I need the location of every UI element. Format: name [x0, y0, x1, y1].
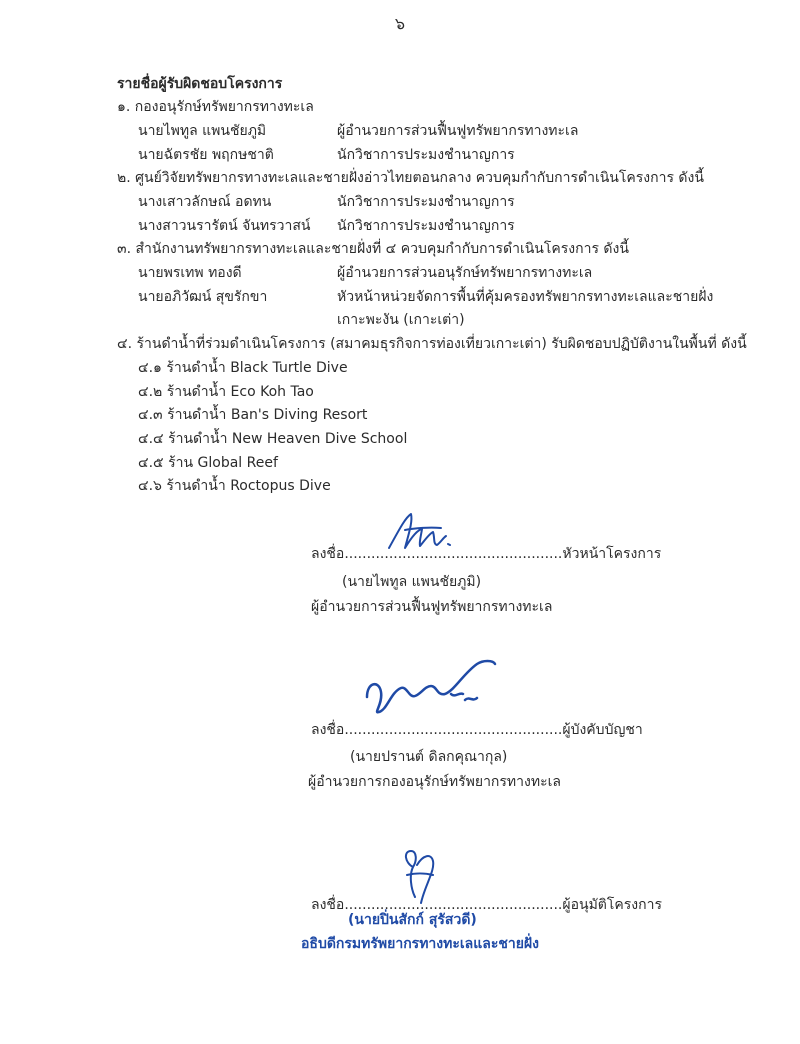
section-2-title: ๒. ศูนย์วิจัยทรัพยากรทางทะเลและชายฝั่งอ่าวไทยตอนกลาง ควบคุมกำกับการดำเนินโครงการ ดังนี้ [117, 170, 704, 186]
signer-position: ผู้อำนวยการส่วนฟื้นฟูทรัพยากรทางทะเล [311, 599, 553, 615]
signature-line: ลงชื่อ.................................................ผู้อนุมัติโครงการ [311, 897, 662, 913]
section-heading: รายชื่อผู้รับผิดชอบโครงการ [117, 76, 283, 92]
signer-name: (นายปรานต์ ดิลกคุณากุล) [350, 749, 508, 765]
dive-shop-item: ๔.๔ ร้านดำน้ำ New Heaven Dive School [138, 431, 408, 447]
signature-line: ลงชื่อ.................................................ผู้บังคับบัญชา [311, 722, 643, 738]
section-1-title: ๑. กองอนุรักษ์ทรัพยากรทางทะเล [117, 99, 314, 115]
signature-2 [355, 652, 505, 722]
signature-line: ลงชื่อ.................................................หัวหน้าโครงการ [311, 546, 662, 562]
person-name: นางสาวนรารัตน์ จันทรวาสน์ [138, 218, 311, 234]
person-role: ผู้อำนวยการส่วนฟื้นฟูทรัพยากรทางทะเล [337, 123, 579, 139]
person-name: นายอภิวัฒน์ สุขรักขา [138, 289, 268, 305]
person-role: ผู้อำนวยการส่วนอนุรักษ์ทรัพยากรทางทะเล [337, 265, 593, 281]
page-number: ๖ [394, 14, 406, 33]
person-role: นักวิชาการประมงชำนาญการ [337, 194, 515, 210]
dive-shop-item: ๔.๓ ร้านดำน้ำ Ban's Diving Resort [138, 407, 368, 423]
section-3-title: ๓. สำนักงานทรัพยากรทางทะเลและชายฝั่งที่ ๔ ควบคุมกำกับการดำเนินโครงการ ดังนี้ [117, 241, 629, 257]
dive-shop-item: ๔.๑ ร้านดำน้ำ Black Turtle Dive [138, 360, 348, 376]
person-name: นายไพทูล แพนชัยภูมิ [138, 123, 267, 139]
dive-shop-item: ๔.๖ ร้านดำน้ำ Roctopus Dive [138, 478, 331, 494]
signer-position: ผู้อำนวยการกองอนุรักษ์ทรัพยากรทางทะเล [308, 774, 561, 790]
signer-position: อธิบดีกรมทรัพยากรทางทะเลและชายฝั่ง [301, 936, 539, 952]
section-4-title: ๔. ร้านดำน้ำที่ร่วมดำเนินโครงการ (สมาคมธุรกิจการท่องเที่ยวเกาะเต่า) รับผิดชอบปฏิบัติงานในพื้นที่ ดังนี้ [117, 336, 747, 352]
signer-name: (นายไพทูล แพนชัยภูมิ) [342, 574, 482, 590]
person-role-continued: เกาะพะงัน (เกาะเต่า) [337, 312, 465, 328]
person-role: นักวิชาการประมงชำนาญการ [337, 218, 515, 234]
person-role: นักวิชาการประมงชำนาญการ [337, 147, 515, 163]
dive-shop-item: ๔.๒ ร้านดำน้ำ Eco Koh Tao [138, 384, 314, 400]
person-role: หัวหน้าหน่วยจัดการพื้นที่คุ้มครองทรัพยากรทางทะเลและชายฝั่ง [337, 289, 714, 305]
person-name: นายพรเทพ ทองดี [138, 265, 242, 281]
dive-shop-item: ๔.๕ ร้าน Global Reef [138, 455, 278, 471]
person-name: นายฉัตรชัย พฤกษชาติ [138, 147, 274, 163]
person-name: นางเสาวลักษณ์ อดทน [138, 194, 272, 210]
signer-name: (นายปิ่นสักก์ สุรัสวดี) [348, 912, 477, 928]
